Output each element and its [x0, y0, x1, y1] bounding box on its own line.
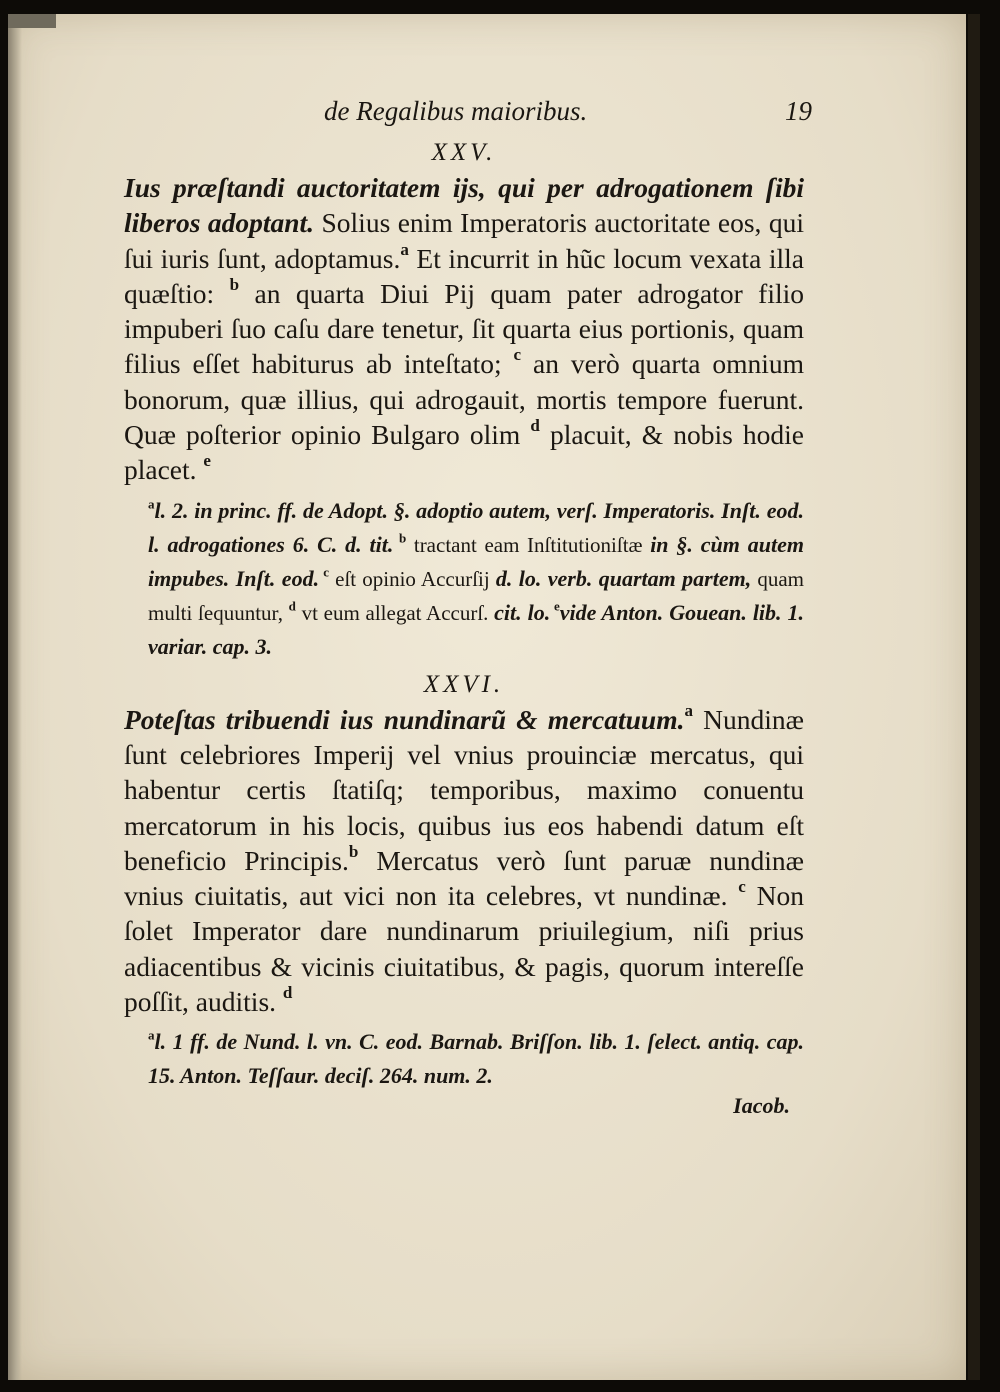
footnote-marker: c: [738, 877, 746, 897]
footnote-marker: d: [288, 597, 296, 613]
text-block: [124, 96, 812, 1119]
footnote-marker: b: [393, 529, 407, 545]
italic-text-run: cit. lo.: [494, 599, 551, 625]
page-number: 19: [785, 96, 812, 126]
text-run: Mercatus verò ſunt paruæ nundinæ vnius ciuitatis, aut vici non ita celebres, vt nundinæ.: [124, 844, 804, 912]
section-body: [124, 702, 804, 1020]
text-run: eſt opinio Accurſij: [329, 566, 496, 591]
italic-text-run: Ius præſtandi auctoritatem ijs, qui per adrogationem ſibi liberos adoptant.: [124, 172, 804, 239]
section-notes: [124, 1025, 804, 1093]
footnote-marker: b: [229, 275, 240, 295]
footnote-marker: b: [348, 842, 359, 862]
binding-corner: [8, 14, 56, 28]
footnote-marker: c: [319, 563, 329, 579]
running-head-title: de Regalibus maioribus.: [324, 96, 588, 126]
italic-text-run: l. 2. in princ. ff. de Adopt. §. adoptio autem, verſ. Imperatoris. Inſt. eod. l. adrogationes 6. C. d. tit.: [148, 497, 804, 557]
footnote-marker: a: [148, 495, 155, 511]
text-run: an quarta Diui Pij quam pater adrogator filio impuberi ſuo caſu dare tenetur, ſit quarta eius portionis, quam filius eſſet habiturus ab inteſtato;: [124, 277, 805, 380]
text-run: Et incurrit in hũc locum vexata illa quæſtio:: [124, 242, 804, 309]
text-run: Solius enim Imperatoris auctoritate eos, qui ſui iuris ſunt, adoptamus.: [124, 207, 804, 274]
italic-text-run: vide Anton. Gouean. lib. 1. variar. cap. 3.: [148, 599, 805, 659]
footnote-marker: e: [203, 451, 211, 471]
text-run: quam multi ſequuntur,: [148, 566, 805, 625]
section-number: XXVI.: [423, 670, 505, 698]
footnote-marker: d: [530, 416, 540, 436]
italic-text-run: Poteſtas tribuendi ius nundinarũ & mercatuum.: [124, 703, 685, 735]
italic-text-run: in §. cùm autem impubes. Inſt. eod.: [148, 531, 804, 591]
footnote-marker: e: [550, 597, 560, 613]
footnote-marker: a: [684, 700, 693, 720]
catchword: Iacob.: [733, 1093, 790, 1119]
section-notes: [124, 494, 804, 664]
footnote-marker: a: [148, 1027, 155, 1043]
book-page: [8, 14, 966, 1380]
italic-text-run: l. 1 ff. de Nund. l. vn. C. eod. Barnab. Briſſon. lib. 1. ſelect. antiq. cap. 15. Anton. Teſſaur. deciſ. 264. num. 2.: [148, 1029, 804, 1089]
section-body: [124, 170, 804, 488]
text-run: an verò quarta omnium bonorum, quæ illius, qui adrogauit, mortis tempore fuerunt. Quæ poſterior opinio Bulgaro olim: [124, 348, 805, 451]
running-head: [124, 96, 812, 136]
text-run: placuit, & nobis hodie placet.: [124, 419, 804, 486]
text-run: Non ſolet Imperator dare nundinarum priuilegium, niſi prius adiacentibus & vicinis ciuitatibus, & pagis, quorum intereſſe poſſit, auditis.: [124, 880, 804, 1018]
page-gutter-shadow: [8, 14, 22, 1380]
binding-edge: [968, 14, 980, 1380]
footnote-marker: d: [282, 983, 293, 1003]
footnote-marker: c: [513, 345, 522, 365]
italic-text-run: d. lo. verb. quartam partem,: [495, 565, 752, 591]
text-run: Nundinæ ſunt celebriores Imperij vel vnius prouinciæ mercatus, qui habentur certis ſtatiſq; temporibus, maximo conuentu mercatorum in his locis, quibus ius eos habendi datum eſt beneficio Principis.: [124, 703, 805, 876]
section-number: XXV.: [431, 139, 497, 166]
text-run: vt eum allegat Accurſ.: [295, 600, 495, 625]
footnote-marker: a: [400, 239, 409, 259]
text-run: tractant eam Inſtitutioniſtæ: [406, 532, 651, 557]
